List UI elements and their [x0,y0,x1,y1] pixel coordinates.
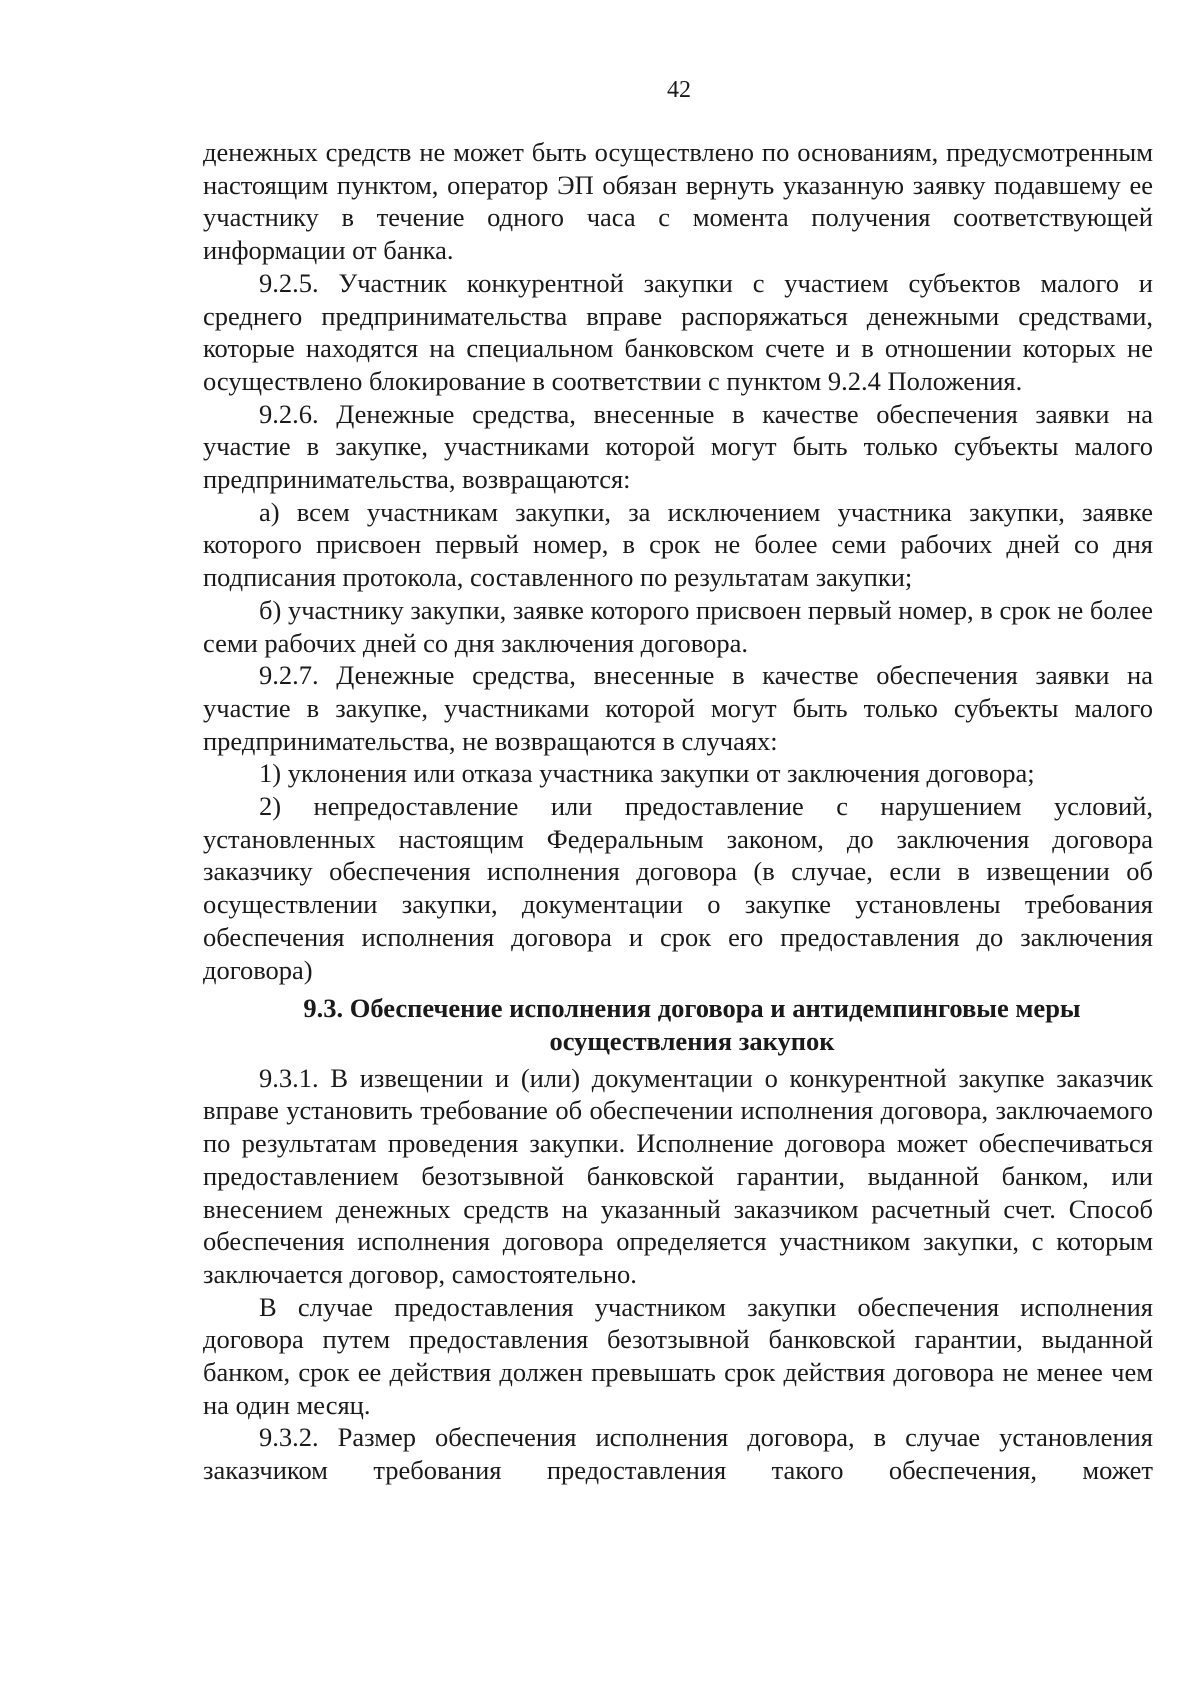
list-item-a: а) всем участникам закупки, за исключением участника закупки, заявке которого присвоен первый номер, в срок не более семи рабочих дней со дня подписания протокола, составленного по результатам закупки; [203,496,1153,593]
paragraph-9-3-1: 9.3.1. В извещении и (или) документации о конкурентной закупке заказчик вправе установить требование об обеспечении исполнения договора, заключаемого по результатам проведения закупки. Исполнение договора может обеспечиваться предоставлением безотзывной банковской гарантии, выданной банком, или внесением денежных средств на указанный заказчиком расчетный счет. Способ обеспечения исполнения договора определяется участником закупки, с которым заключается договор, самостоятельно. [203,1062,1153,1289]
section-heading-9-3: 9.3. Обеспечение исполнения договора и антидемпинговые меры осуществления закупок [303,993,1081,1056]
page-number: 42 [667,77,691,103]
paragraph-9-2-7: 9.2.7. Денежные средства, внесенные в качестве обеспечения заявки на участие в закупке, участниками которой могут быть только субъекты малого предпринимательства, не возвращаются в случаях: [203,660,1153,756]
paragraph-bank-guarantee: В случае предоставления участником закупки обеспечения исполнения договора путем предоставления безотзывной банковской гарантии, выданной банком, срок ее действия должен превышать срок действия договора не менее чем на один месяц. [203,1291,1153,1420]
list-item-2: 2) непредоставление или предоставление с нарушением условий, установленных настоящим Федеральным законом, до заключения договора заказчику обеспечения исполнения договора (в случае, если в извещении об осуществлении закупки, документации о закупке установлены требования обеспечения исполнения договора и срок его предоставления до заключения договора) [203,791,1153,985]
paragraph-9-2-5: 9.2.5. Участник конкурентной закупки с участием субъектов малого и среднего предпринимательства вправе распоряжаться денежными средствами, которые находятся на специальном банковском счете и в отношении которых не осуществлено блокирование в соответствии с пунктом 9.2.4 Положения. [203,267,1153,396]
list-item-1: 1) уклонения или отказа участника закупки от заключения договора; [259,758,1035,789]
paragraph-9-3-2: 9.3.2. Размер обеспечения исполнения договора, в случае установления заказчиком требования предоставления такого обеспечения, может [203,1422,1153,1486]
paragraph-9-2-6: 9.2.6. Денежные средства, внесенные в качестве обеспечения заявки на участие в закупке, участниками которой могут быть только субъекты малого предпринимательства, возвращаются: [203,398,1153,495]
list-item-b: б) участнику закупки, заявке которого присвоен первый номер, в срок не более семи рабочих дней со дня заключения договора. [203,594,1153,658]
paragraph-continuation: денежных средств не может быть осуществлено по основаниям, предусмотренным настоящим пунктом, оператор ЭП обязан вернуть указанную заявку подавшему ее участнику в течение одного часа с момента получения соответствующей информации от банка. [203,137,1153,266]
document-body [203,136,1153,1487]
